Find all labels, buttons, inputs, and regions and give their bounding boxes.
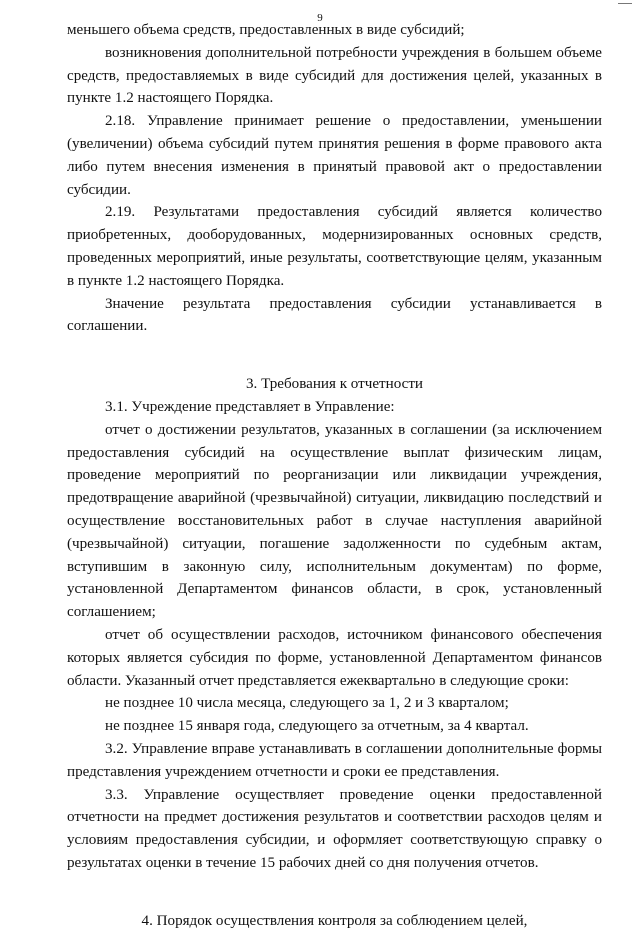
paragraph-additional-need: возникновения дополнительной потребности учреждения в большем объеме средств, предоставляемых в виде субсидий для достижения целей, указанных в пункте 1.2 настоящего Порядка. [67, 44, 602, 107]
paragraph-expenses-report: отчет об осуществлении расходов, источником финансового обеспечения которых является субсидия по форме, установленной Департаментом финансов области. Указанный отчет представляется ежеквартально в следующие сроки: [67, 626, 602, 689]
paragraph-deadline-quarters: не позднее 10 числа месяца, следующего за 1, 2 и 3 кварталом; [105, 695, 509, 712]
paragraph-3-2: 3.2. Управление вправе устанавливать в соглашении дополнительные формы представления учреждением отчетности и сроки ее представления. [67, 740, 602, 780]
section-spacer [67, 338, 602, 373]
paragraph-result-value: Значение результата предоставления субсидии устанавливается в соглашении. [67, 295, 602, 335]
paragraph-deadline-q4: не позднее 15 января года, следующего за отчетным, за 4 квартал. [105, 718, 529, 735]
paragraph-2-18: 2.18. Управление принимает решение о предоставлении, уменьшении (увеличении) объема субсидий путем принятия решения в форме правового акта либо путем внесения изменения в принятый правовой акт о предоставлении субсидии. [67, 113, 602, 198]
document-body [67, 19, 602, 932]
section-heading-3: 3. Требования к отчетности [245, 376, 424, 393]
page-number: 9 [317, 12, 323, 24]
paragraph-results-report: отчет о достижении результатов, указанных в соглашении (за исключением предоставления субсидий на осуществление выплат физическим лицам, проведение мероприятий по реорганизации или ликвидации учреждения, предотвращение аварийной (чрезвычайной) ситуации, ликвидацию последствий и осуществление восстановительных работ в случае наступления аварийной (чрезвычайной) ситуации, погашение задолженности по судебным актам, вступившим в законную силу, исполнительным документам) по форме, установленной Департаментом финансов области, в срок, установленный соглашением; [67, 421, 602, 621]
paragraph-subsidy-reduction-end: меньшего объема средств, предоставленных в виде субсидий; [67, 22, 465, 38]
section-spacer [67, 875, 602, 910]
page-corner-mark [618, 0, 632, 4]
section-heading-4: 4. Порядок осуществления контроля за соблюдением целей, [141, 912, 528, 929]
paragraph-2-19: 2.19. Результатами предоставления субсидий является количество приобретенных, дооборудованных, модернизированных основных средств, проведенных мероприятий, иные результаты, соответствующие целям, указанным в пункте 1.2 настоящего Порядка. [67, 204, 602, 289]
paragraph-3-3: 3.3. Управление осуществляет проведение оценки предоставленной отчетности на предмет достижения результатов и соответствии расходов целям и условиям предоставления субсидии, и оформляет соответствующую справку о результатах оценки в течение 15 рабочих дней со дня получения отчетов. [67, 786, 602, 871]
paragraph-3-1: 3.1. Учреждение представляет в Управление: [105, 398, 395, 415]
